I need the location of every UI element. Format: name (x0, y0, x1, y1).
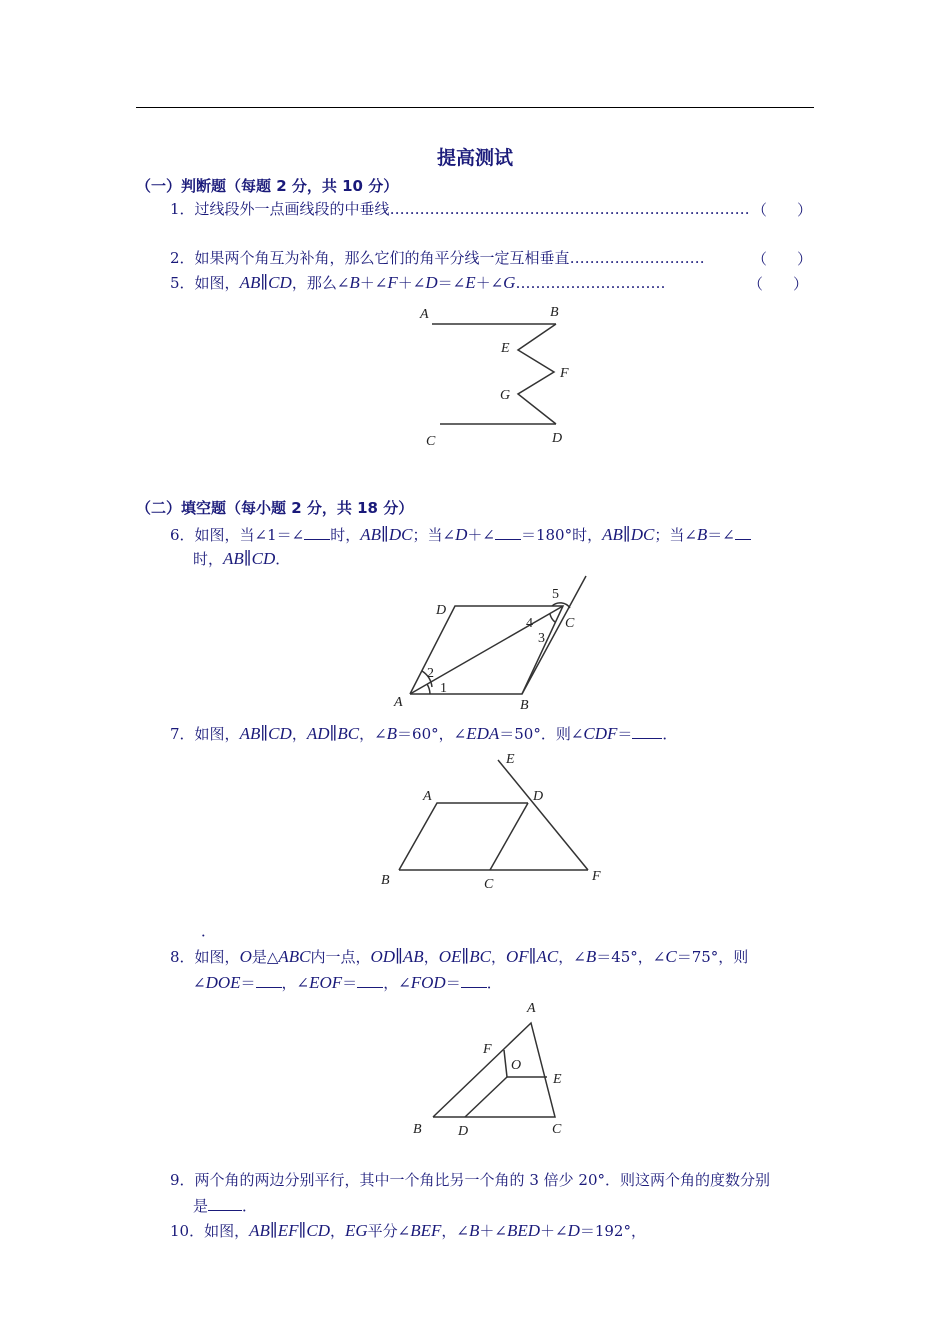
fig1-label-B: B (550, 305, 559, 320)
blank-8a[interactable] (256, 972, 282, 988)
fig2-label-B: B (520, 698, 529, 713)
question-9-line2: 是 ． (193, 1197, 258, 1215)
blank-6a[interactable] (304, 524, 330, 540)
fig2-angle-1: 1 (440, 681, 447, 696)
question-8-line1: 8．如图，O是△ABC内一点，OD∥AB，OE∥BC，OF∥AC，∠B＝45°，∠C＝75°，则 (170, 947, 749, 966)
figure-zigzag (410, 300, 580, 450)
question-6-line1: 6．如图，当∠1＝∠ 时，AB∥DC；当∠D＋∠ ＝180°时，AB∥DC；当∠B＝∠ (170, 524, 751, 545)
section2-heading: （二）填空题（每小题 2 分，共 18 分） (136, 499, 414, 517)
fig4-label-F: F (483, 1042, 492, 1057)
figure-parallelogram-angles (380, 570, 610, 715)
question-10: 10．如图，AB∥EF∥CD，EG平分∠BEF，∠B＋∠BED＋∠D＝192°， (170, 1221, 646, 1240)
figure-triangle-inner-point (405, 995, 585, 1145)
fig4-label-A: A (527, 1001, 536, 1016)
fig1-label-G: G (500, 388, 511, 403)
fig2-label-A: A (394, 695, 403, 710)
blank-7[interactable] (632, 723, 662, 739)
fig1-label-E: E (501, 341, 510, 356)
page-title: 提高测试 (436, 147, 513, 169)
fig4-label-B: B (413, 1122, 422, 1137)
header-rule (136, 107, 814, 108)
blank-9[interactable] (208, 1195, 242, 1211)
fig4-label-D: D (458, 1124, 469, 1139)
blank-6b[interactable] (495, 524, 521, 540)
question-7: 7．如图，AB∥CD，AD∥BC，∠B＝60°，∠EDA＝50°．则∠CDF＝ ． (170, 724, 678, 743)
question-9-line1: 9．两个角的两边分别平行，其中一个角比另一个角的 3 倍少 20°．则这两个角的度数分别 (170, 1171, 770, 1189)
fig2-angle-5: 5 (552, 587, 559, 602)
fig3-label-E: E (506, 752, 515, 767)
question-2-answer-paren[interactable]: （ ） (752, 250, 813, 268)
blank-8b[interactable] (357, 972, 383, 988)
fig2-label-C: C (565, 616, 575, 631)
fig2-angle-4: 4 (526, 616, 533, 631)
fig4-label-O: O (511, 1058, 522, 1073)
blank-8c[interactable] (461, 972, 487, 988)
question-1-answer-paren[interactable]: （ ） (752, 201, 813, 219)
fig1-label-A: A (420, 307, 429, 322)
fig2-angle-2: 2 (427, 666, 434, 681)
blank-6c[interactable] (735, 524, 751, 540)
fig3-label-F: F (592, 869, 601, 884)
question-2: 2．如果两个角互为补角，那么它们的角平分线一定互相垂直……………………… (170, 249, 705, 267)
fig3-label-D: D (533, 789, 544, 804)
question-1: 1．过线段外一点画线段的中垂线……………………………………………………………… (170, 200, 750, 218)
fig3-label-C: C (484, 877, 494, 892)
stray-dot: ． (201, 922, 217, 940)
fig1-label-D: D (552, 431, 563, 446)
question-5: 5．如图，AB∥CD，那么∠B＋∠F＋∠D＝∠E＋∠G………………………… (170, 273, 666, 292)
question-5-answer-paren[interactable]: （ ） (748, 275, 809, 293)
section1-heading: （一）判断题（每题 2 分，共 10 分） (136, 177, 399, 195)
fig2-angle-3: 3 (538, 631, 545, 646)
fig2-label-D: D (436, 603, 447, 618)
fig3-label-A: A (423, 789, 432, 804)
fig1-label-F: F (560, 366, 569, 381)
fig4-label-E: E (553, 1072, 562, 1087)
fig3-label-B: B (381, 873, 390, 888)
question-6-line2: 时，AB∥CD． (193, 549, 291, 568)
fig1-label-C: C (426, 434, 436, 449)
fig4-label-C: C (552, 1122, 562, 1137)
figure-parallelogram-extended (375, 750, 615, 895)
question-8-line2: ∠DOE＝ ，∠EOF＝ ，∠FOD＝ ． (193, 973, 502, 992)
